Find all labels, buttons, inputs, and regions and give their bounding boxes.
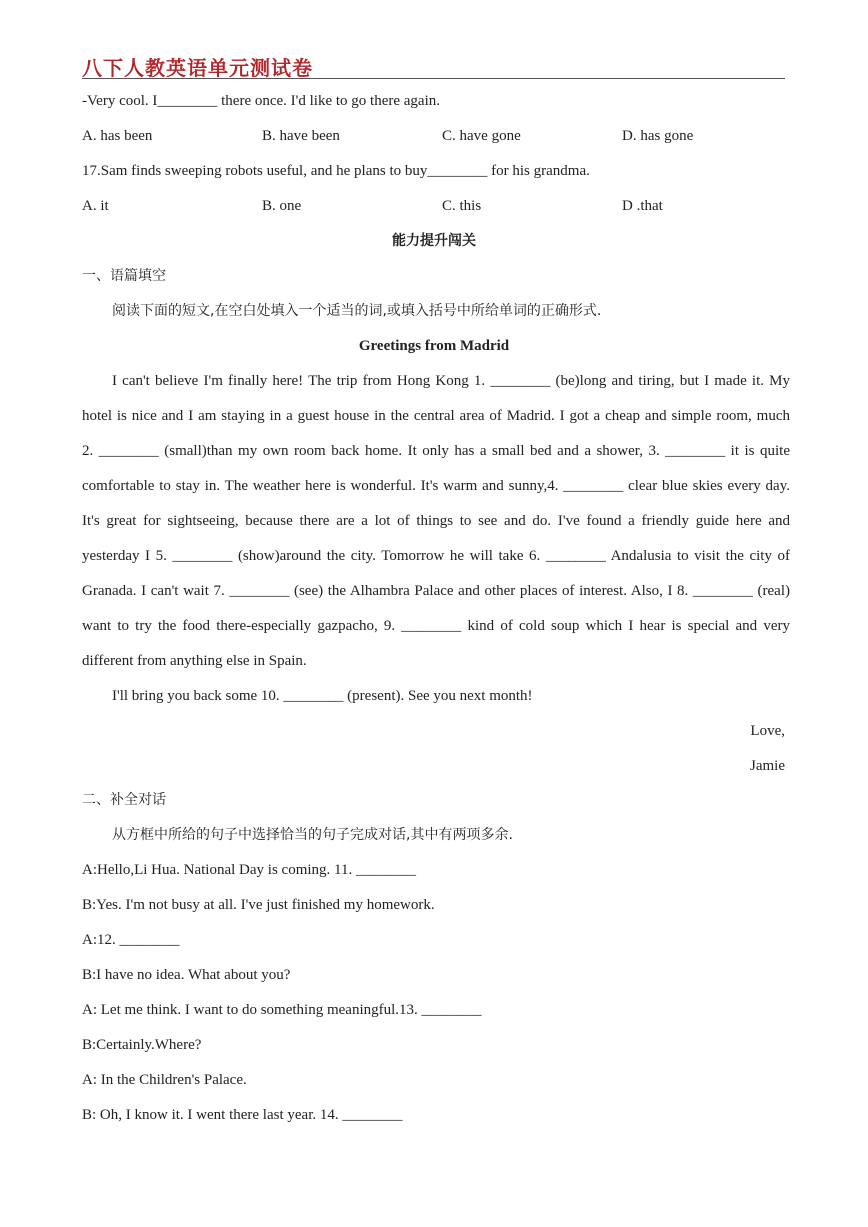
- q16-stem: -Very cool. I________ there once. I'd like to go there again.: [82, 93, 441, 109]
- passage-line: I can't believe I'm finally here! The trip from Hong Kong 1. ________ (be)long and tiring, but I made it. My: [112, 373, 790, 389]
- dialogue-line: B:Certainly.Where?: [82, 1037, 202, 1053]
- part1-title: 一、语篇填空: [82, 268, 166, 284]
- q17-option-b: B. one: [262, 198, 302, 214]
- sign-off: Love,: [750, 723, 785, 739]
- section-heading: 能力提升闯关: [392, 233, 476, 249]
- q16-option-c: C. have gone: [442, 128, 521, 144]
- q16-option-d: D. has gone: [622, 128, 694, 144]
- q16-option-a: A. has been: [82, 128, 153, 144]
- q17-option-a: A. it: [82, 198, 109, 214]
- passage-line: Granada. I can't wait 7. ________ (see) the Alhambra Palace and other places of interest. Also, I 8. ________ (real): [82, 583, 790, 599]
- q16-option-b: B. have been: [262, 128, 340, 144]
- passage-line: 2. ________ (small)than my own room back home. It only has a small bed and a shower, 3. ________ it is quite: [82, 443, 790, 459]
- page-header: [82, 50, 785, 79]
- passage-line: different from anything else in Spain.: [82, 653, 307, 669]
- dialogue-line: B:I have no idea. What about you?: [82, 967, 291, 983]
- passage-line: hotel is nice and I am staying in a guest house in the central area of Madrid. I got a cheap and simple room, much: [82, 408, 790, 424]
- part2-instruction: 从方框中所给的句子中选择恰当的句子完成对话,其中有两项多余.: [112, 827, 513, 843]
- dialogue-line: A:Hello,Li Hua. National Day is coming. 11. ________: [82, 862, 416, 878]
- passage-line: yesterday I 5. ________ (show)around the city. Tomorrow he will take 6. ________ Andalusia to visit the city of: [82, 548, 790, 564]
- dialogue-line: B:Yes. I'm not busy at all. I've just finished my homework.: [82, 897, 435, 913]
- dialogue-line: B: Oh, I know it. I went there last year. 14. ________: [82, 1107, 403, 1123]
- part2-title: 二、补全对话: [82, 792, 166, 808]
- q17-stem: 17.Sam finds sweeping robots useful, and he plans to buy________ for his grandma.: [82, 163, 590, 179]
- part1-instruction: 阅读下面的短文,在空白处填入一个适当的词,或填入括号中所给单词的正确形式.: [112, 303, 602, 319]
- passage-closing-line: I'll bring you back some 10. ________ (present). See you next month!: [112, 688, 533, 704]
- q17-option-c: C. this: [442, 198, 482, 214]
- passage-line: want to try the food there-especially gazpacho, 9. ________ kind of cold soup which I hear is special and very: [82, 618, 790, 634]
- dialogue-line: A: Let me think. I want to do something meaningful.13. ________: [82, 1002, 482, 1018]
- passage-line: comfortable to stay in. The weather here is wonderful. It's warm and sunny,4. ________ clear blue skies every day.: [82, 478, 790, 494]
- signature: Jamie: [750, 758, 785, 774]
- dialogue-line: A: In the Children's Palace.: [82, 1072, 247, 1088]
- header-title: 八下人教英语单元测试卷: [82, 56, 313, 80]
- passage-title: Greetings from Madrid: [358, 338, 510, 354]
- passage-line: It's great for sightseeing, because there are a lot of things to see and do. I've found a friendly guide here and: [82, 513, 790, 529]
- q17-option-d: D .that: [622, 198, 663, 214]
- dialogue-line: A:12. ________: [82, 932, 180, 948]
